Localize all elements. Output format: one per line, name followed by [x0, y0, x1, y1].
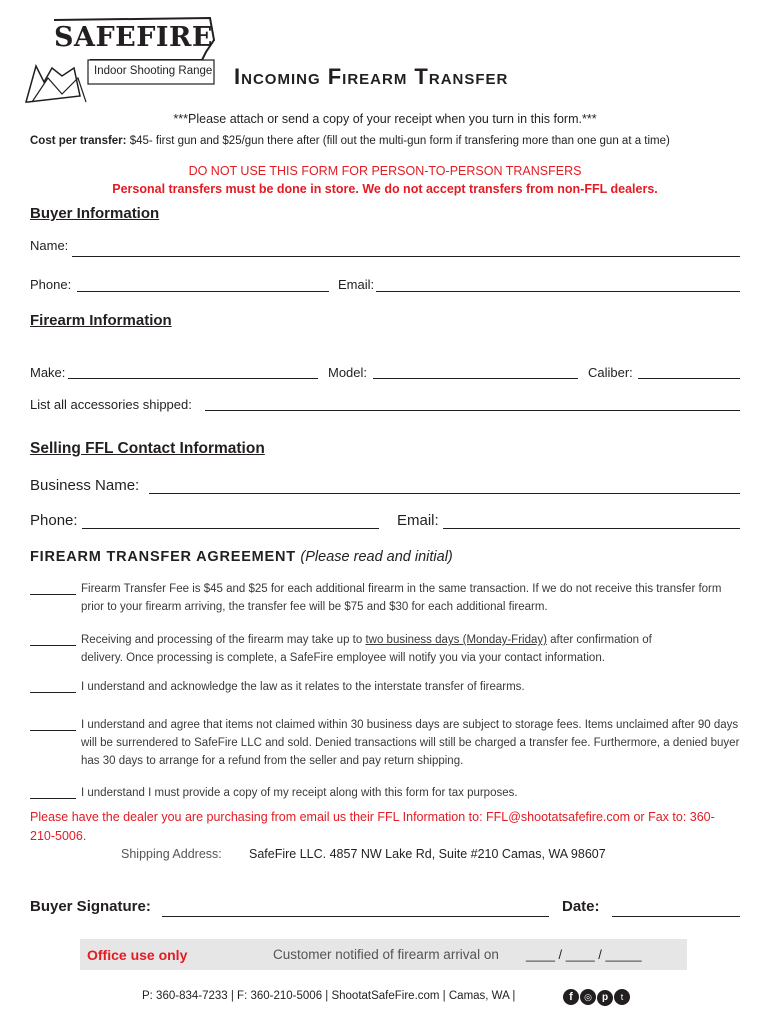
buyer-email-label: Email:: [338, 277, 375, 292]
accessories-field[interactable]: [205, 410, 740, 411]
logo-brand: SAFEFIRE: [54, 22, 214, 53]
buyer-name-field[interactable]: [72, 256, 740, 257]
firearm-model-field[interactable]: [373, 378, 578, 379]
firearm-caliber-label: Caliber:: [588, 365, 633, 380]
buyer-signature-label: Buyer Signature:: [30, 898, 151, 915]
cost-label: Cost per transfer:: [30, 135, 127, 147]
office-notified-text: Customer notified of firearm arrival on: [273, 947, 499, 962]
ffl-email-label: Email:: [397, 512, 439, 529]
office-date-field[interactable]: ____ / ____ / _____: [526, 947, 642, 962]
accessories-label: List all accessories shipped:: [30, 397, 192, 412]
buyer-name-label: Name:: [30, 238, 69, 253]
cost-text: $45- first gun and $25/gun there after (fill out the multi-gun form if transfering more than one gun at a time): [129, 135, 670, 147]
pinterest-icon[interactable]: p: [597, 990, 613, 1006]
buyer-heading: Buyer Information: [30, 205, 160, 222]
warning-line-2: Personal transfers must be done in store. We do not accept transfers from non-FFL dealers.: [112, 182, 658, 196]
agreement-item-4: I understand and agree that items not claimed within 30 business days are subject to storage fees. Items unclaimed after 90 days will be surrendered to SafeFire LLC and sold. Denied transactions will still be charged a transfer fee. Furthermore, a denied buyer has 30 days to arrange for a refund from the seller and pay return shipping.: [81, 719, 740, 767]
initial-field-1[interactable]: [30, 594, 76, 595]
agreement-item-2-text-a: Receiving and processing of the firearm may take up to: [81, 634, 366, 646]
office-use-label: Office use only: [87, 947, 188, 963]
buyer-phone-label: Phone:: [30, 277, 72, 292]
logo-tagline: Indoor Shooting Range: [94, 65, 213, 77]
firearm-caliber-field[interactable]: [638, 378, 740, 379]
dealer-note: Please have the dealer you are purchasing from email us their FFL Information to: FFL@shootatsafefire.com or Fax to: 360-210-5006.: [30, 810, 715, 843]
agreement-heading: FIREARM TRANSFER AGREEMENT: [30, 549, 296, 565]
social-icons: [563, 987, 630, 1004]
firearm-make-field[interactable]: [68, 378, 318, 379]
date-label: Date:: [562, 898, 600, 915]
twitter-icon[interactable]: t: [614, 989, 630, 1005]
ffl-heading: Selling FFL Contact Information: [30, 440, 265, 457]
ffl-business-label: Business Name:: [30, 477, 140, 494]
initial-field-2[interactable]: [30, 645, 76, 646]
agreement-item-5: I understand I must provide a copy of my receipt along with this form for tax purposes.: [81, 787, 518, 799]
initial-field-4[interactable]: [30, 730, 76, 731]
buyer-phone-field[interactable]: [77, 291, 329, 292]
page-title: Incoming Firearm Transfer: [234, 64, 509, 89]
agreement-subheading: (Please read and initial): [300, 549, 453, 565]
agreement-item-2: [81, 631, 681, 667]
warning-line-1: DO NOT USE THIS FORM FOR PERSON-TO-PERSON TRANSFERS: [188, 164, 582, 178]
agreement-heading-row: [30, 548, 453, 566]
cost-line: [30, 135, 670, 147]
agreement-item-1: Firearm Transfer Fee is $45 and $25 for each additional firearm in the same transaction. If we do not receive this transfer form prior to your firearm arriving, the transfer fee will be $75 and $30 for each additional firearm.: [81, 583, 722, 613]
receipt-note: ***Please attach or send a copy of your receipt when you turn in this form.***: [173, 112, 597, 126]
ffl-email-field[interactable]: [443, 528, 740, 529]
date-field[interactable]: [612, 916, 740, 917]
logo: [22, 16, 222, 106]
ffl-phone-label: Phone:: [30, 512, 78, 529]
ffl-business-field[interactable]: [149, 493, 740, 494]
agreement-item-3: I understand and acknowledge the law as it relates to the interstate transfer of firearms.: [81, 681, 525, 693]
initial-field-5[interactable]: [30, 798, 76, 799]
ffl-phone-field[interactable]: [82, 528, 379, 529]
footer-contact: P: 360-834-7233 | F: 360-210-5006 | ShootatSafeFire.com | Camas, WA |: [142, 990, 516, 1002]
agreement-item-2-text-b: after confirmation of delivery. Once processing is complete, a SafeFire employee will notify you via your contact information.: [81, 634, 652, 664]
shipping-label: Shipping Address:: [121, 847, 222, 861]
instagram-icon[interactable]: ◎: [580, 989, 596, 1005]
facebook-icon[interactable]: f: [563, 989, 579, 1005]
initial-field-3[interactable]: [30, 692, 76, 693]
agreement-item-2-underlined: two business days (Monday-Friday): [365, 634, 547, 646]
buyer-email-field[interactable]: [376, 291, 740, 292]
firearm-heading: Firearm Information: [30, 312, 172, 329]
firearm-model-label: Model:: [328, 365, 368, 380]
shipping-address: SafeFire LLC. 4857 NW Lake Rd, Suite #210 Camas, WA 98607: [249, 847, 606, 861]
buyer-signature-field[interactable]: [162, 916, 549, 917]
firearm-make-label: Make:: [30, 365, 66, 380]
